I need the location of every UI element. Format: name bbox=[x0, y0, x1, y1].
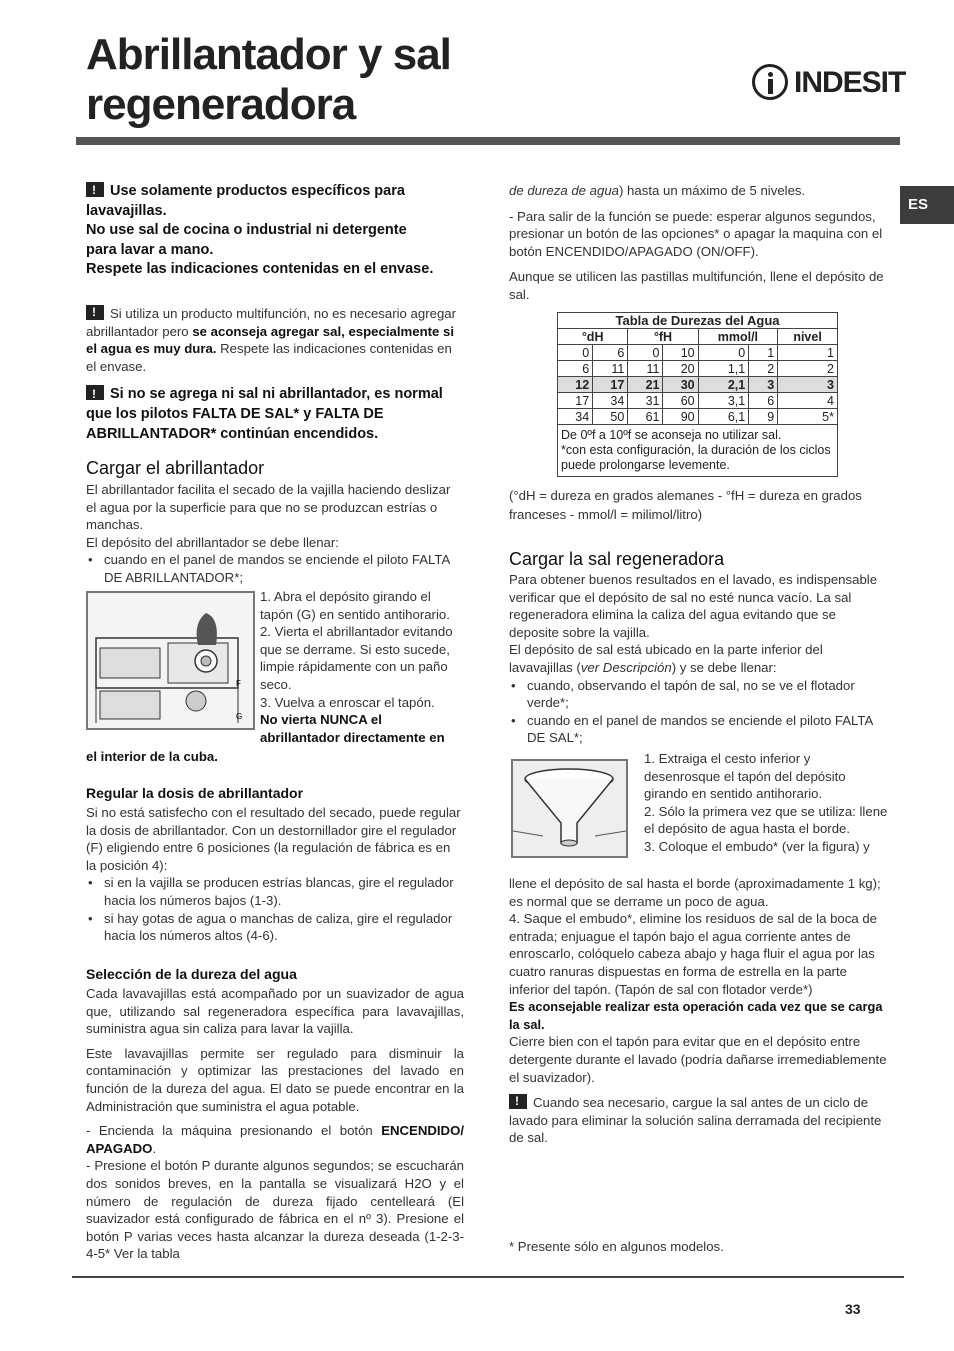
table-cell: 1 bbox=[749, 345, 778, 361]
warning-block-1 bbox=[86, 182, 436, 280]
table-cell: 31 bbox=[628, 393, 663, 409]
warning-text: Respete las indicaciones contenidas en el envase. bbox=[86, 261, 434, 277]
table-cell: 1,1 bbox=[698, 361, 749, 377]
table-cell: 2 bbox=[778, 361, 838, 377]
brand-name: INDESIT bbox=[794, 66, 906, 99]
table-cell: 17 bbox=[558, 393, 593, 409]
rinse-aid-warning-end: el interior de la cuba. bbox=[86, 749, 218, 764]
info-i-icon bbox=[752, 64, 788, 100]
svg-text:F: F bbox=[236, 679, 241, 688]
warning-text: No use sal de cocina o industrial ni detergente para lavar a mano. bbox=[86, 222, 407, 258]
table-cell: 34 bbox=[558, 409, 593, 425]
list-item: • cuando en el panel de mandos se enciende el piloto FALTA DE ABRILLANTADOR*; bbox=[86, 551, 464, 586]
table-cell: 10 bbox=[663, 345, 698, 361]
table-cell: 3 bbox=[778, 377, 838, 393]
warning-text: Use solamente productos específicos para lavavajillas. bbox=[86, 183, 405, 219]
table-row bbox=[558, 393, 838, 409]
subsection-heading: Regular la dosis de abrillantador bbox=[86, 785, 304, 801]
rinse-aid-text: El abrillantador facilita el secado de la vajilla haciendo deslizar el agua por la superficie para que no se produzcan estrías o manchas. El depósito del abrillantador se debe llenar: • cuando en el panel de mandos se enciende el piloto FALTA DE ABRILLANTADOR*; bbox=[86, 481, 464, 587]
table-cell: 0 bbox=[628, 345, 663, 361]
table-cell: 61 bbox=[628, 409, 663, 425]
column-header: mmol/l bbox=[698, 329, 778, 345]
table-cell: 1 bbox=[778, 345, 838, 361]
table-title: Tabla de Durezas del Agua bbox=[558, 313, 838, 329]
table-note: *con esta configuración, la duración de los ciclos puede prolongarse levemente. bbox=[561, 443, 831, 472]
table-cell: 50 bbox=[593, 409, 628, 425]
table-cell: 34 bbox=[593, 393, 628, 409]
list-item: • cuando, observando el tapón de sal, no se ve el flotador verde*; bbox=[509, 677, 889, 712]
column-header: °fH bbox=[628, 329, 698, 345]
table-cell: 30 bbox=[663, 377, 698, 393]
table-cell: 0 bbox=[698, 345, 749, 361]
language-tab: ES bbox=[900, 186, 954, 224]
table-cell: 5* bbox=[778, 409, 838, 425]
dose-text: Si no está satisfecho con el resultado del secado, puede regular la dosis de abrillantador. Con un destornillador gire el regulador (F) eligiendo entre 6 posiciones (la regulación de fábrica es en la posición 4): • si en la vajilla se producen estrías blancas, gire el regulador hacia los números bajos (1-3). • si hay gotas de agua o manchas de caliza, gire el regulador hacia los números altos (4-6). bbox=[86, 804, 464, 945]
table-cell: 20 bbox=[663, 361, 698, 377]
table-cell: 12 bbox=[558, 377, 593, 393]
hardness-table bbox=[557, 312, 838, 477]
table-cell: 4 bbox=[778, 393, 838, 409]
table-row bbox=[558, 377, 838, 393]
table-cell: 21 bbox=[628, 377, 663, 393]
rinse-aid-steps: 1. Abra el depósito girando el tapón (G) en sentido antihorario. 2. Vierta el abrillantador evitando que se derrame. Si esto sucede, limpie rápidamente con un paño seco. 3. Vuelva a enroscar el tapón. No vierta NUNCA el abrillantador directamente en bbox=[260, 589, 453, 745]
page-number: 33 bbox=[845, 1301, 861, 1317]
table-cell: 2 bbox=[749, 361, 778, 377]
table-row bbox=[558, 361, 838, 377]
table-cell: 0 bbox=[558, 345, 593, 361]
title-divider bbox=[76, 137, 900, 145]
footer-divider bbox=[72, 1276, 904, 1278]
table-cell: 6 bbox=[749, 393, 778, 409]
table-cell: 11 bbox=[628, 361, 663, 377]
warning-icon bbox=[86, 385, 104, 400]
units-note: (°dH = dureza en grados alemanes - °fH = dureza en grados franceses - mmol/l = milimol/litro) bbox=[509, 488, 862, 522]
salt-text: Para obtener buenos resultados en el lavado, es indispensable verificar que el depósito de sal no esté nunca vacío. La sal regeneradora elimina la caliza del agua evitando que se deposite sobre la vajilla. El depósito de sal está ubicado en la parte inferior del lavavajillas (ver Descripción) y se debe llenar: • cuando, observando el tapón de sal, no se ve el flotador verde*; • cuando en el panel de mandos se enciende el piloto FALTA DE SAL*; bbox=[509, 571, 889, 747]
table-cell: 3 bbox=[749, 377, 778, 393]
warning-block-3: !Si no se agrega ni sal ni abrillantador, es normal que los pilotos FALTA DE SAL* y FALTA DE ABRILLANTADOR* continúan encendidos. bbox=[86, 384, 456, 444]
rinse-aid-figure bbox=[86, 591, 255, 730]
funnel-figure bbox=[511, 759, 628, 858]
table-cell: 17 bbox=[593, 377, 628, 393]
list-item: • si hay gotas de agua o manchas de caliza, gire el regulador hacia los números altos (4-6). bbox=[86, 910, 464, 945]
list-item: • cuando en el panel de mandos se enciende el piloto FALTA DE SAL*; bbox=[509, 712, 889, 747]
column-header: nivel bbox=[778, 329, 838, 345]
section-heading: Cargar la sal regeneradora bbox=[509, 549, 725, 569]
column-header: °dH bbox=[558, 329, 628, 345]
table-cell: 6 bbox=[593, 345, 628, 361]
svg-text:G: G bbox=[236, 712, 243, 721]
footnote: * Presente sólo en algunos modelos. bbox=[509, 1239, 724, 1254]
indesit-logo bbox=[752, 64, 904, 104]
page-title: Abrillantador y sal regeneradora bbox=[86, 30, 451, 129]
table-cell: 6,1 bbox=[698, 409, 749, 425]
table-row bbox=[558, 409, 838, 425]
hardness-continued: de dureza de agua) hasta un máximo de 5 niveles. - Para salir de la función se puede: esperar algunos segundos, presionar un botón de las opciones* o apagar la maquina con el botón ENCENDIDO/APAGADO (ON/OFF). Aunque se utilicen las pastillas multifunción, llene el depósito de sal. bbox=[509, 183, 884, 302]
table-cell: 9 bbox=[749, 409, 778, 425]
table-note: De 0ºf a 10ºf se aconseja no utilizar sal. bbox=[561, 428, 782, 442]
warning-icon bbox=[509, 1094, 527, 1109]
table-cell: 60 bbox=[663, 393, 698, 409]
table-cell: 90 bbox=[663, 409, 698, 425]
table-cell: 6 bbox=[558, 361, 593, 377]
table-row bbox=[558, 345, 838, 361]
warning-block-2: !Si utiliza un producto multifunción, no es necesario agregar abrillantador pero se aconseja agregar sal, especialmente si el agua es muy dura. Respete las indicaciones contenidas en el envase. bbox=[86, 305, 464, 375]
table-cell: 11 bbox=[593, 361, 628, 377]
table-cell: 3,1 bbox=[698, 393, 749, 409]
subsection-heading: Selección de la dureza del agua bbox=[86, 966, 297, 982]
table-cell: 2,1 bbox=[698, 377, 749, 393]
list-item: • si en la vajilla se producen estrías blancas, gire el regulador hacia los números bajos (1-3). bbox=[86, 874, 464, 909]
section-heading: Cargar el abrillantador bbox=[86, 458, 265, 478]
warning-icon bbox=[86, 305, 104, 320]
salt-steps-bottom: llene el depósito de sal hasta el borde (aproximadamente 1 kg); es normal que se derrame un poco de agua. 4. Saque el embudo*, elimine los residuos de sal de la boca de entrada; enjuague el tapón bajo el agua corriente antes de enroscarlo, colóquelo cabeza abajo y haga fluir el agua por las cuatro ranuras dispuestas en forma de estrella en la parte inferior del tapón. (Tapón de sal con flotador verde*) Es aconsejable realizar esta operación cada vez que se carga la sal. Cierre bien con el tapón para evitar que en el depósito entre detergente durante el lavado (podría dañarse irremediablemente el suavizador). !Cuando sea necesario, cargue la sal antes de un ciclo de lavado para eliminar la solución salina derramada del recipiente de sal. bbox=[509, 875, 889, 1147]
hardness-text: Cada lavavajillas está acompañado por un suavizador de agua que, utilizando sal regeneradora específica para lavavajillas, suministra agua sin caliza para lavar la vajilla. Este lavavajillas permite ser regulado para disminuir la contaminación y optimizar las prestaciones del lavado en función de la dureza del agua. El dato se puede encontrar en la Administración que suministra el agua potable. - Encienda la máquina presionando el botón ENCENDIDO/ APAGADO. - Presione el botón P durante algunos segundos; se escucharán dos sonidos breves, en la pantalla se visualizará H2O y el número de regulación de dureza fijado centelleará (El suavizador está configurado de fábrica en el nº 3). Presione el botón P varias veces hasta alcanzar la dureza deseada (1-2-3-4-5* Ver la tabla bbox=[86, 986, 464, 1262]
warning-icon bbox=[86, 182, 104, 197]
salt-steps-top: 1. Extraiga el cesto inferior y desenrosque el tapón del depósito girando en sentido antihorario. 2. Sólo la primera vez que se utiliza: llene el depósito de agua hasta el borde. 3. Coloque el embudo* (ver la figura) y bbox=[644, 751, 888, 854]
